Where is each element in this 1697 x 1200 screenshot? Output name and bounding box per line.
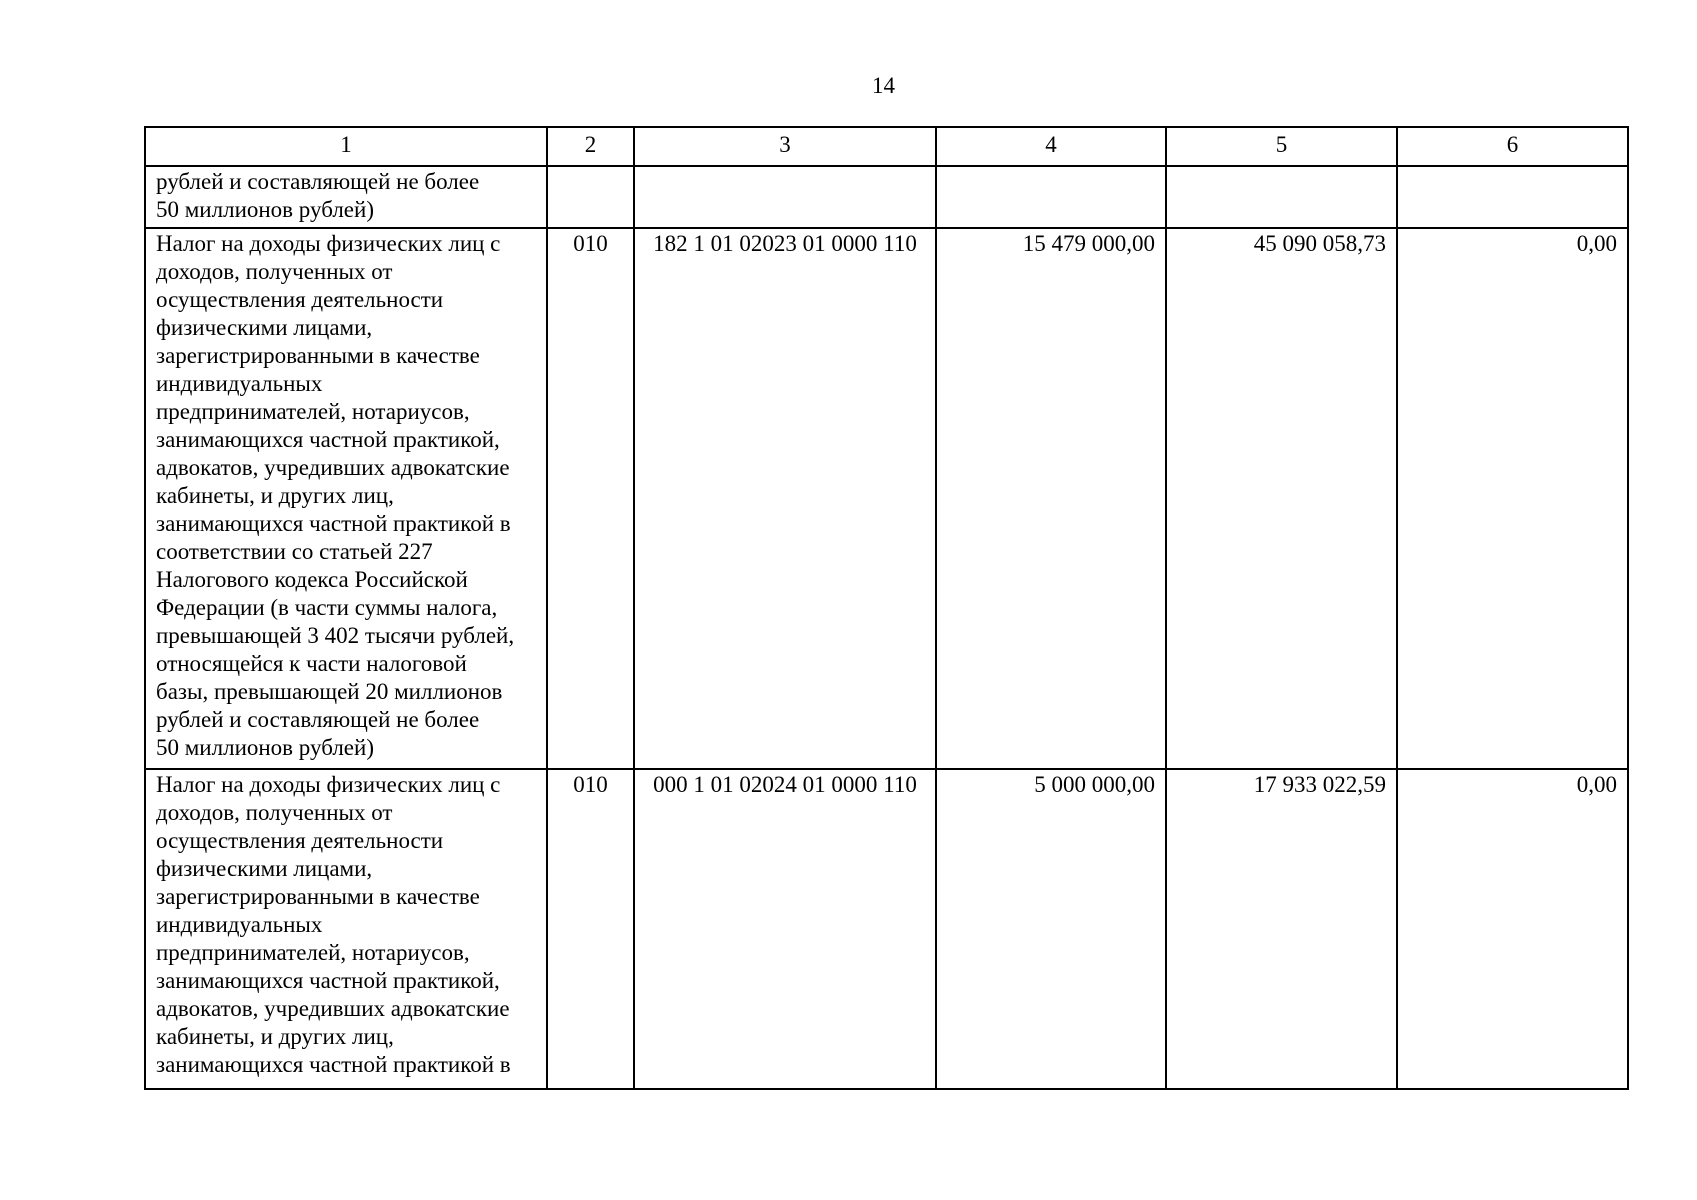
indicator-name-line: индивидуальных	[156, 912, 323, 937]
col6-value-cell	[1397, 166, 1628, 228]
indicator-name-line: физическими лицами,	[156, 315, 373, 340]
column-header-3: 3	[634, 127, 936, 166]
indicator-name-line: адвокатов, учредивших адвокатские	[156, 455, 510, 480]
line-code-cell	[547, 166, 634, 228]
indicator-name-line: Налог на доходы физических лиц с	[156, 231, 501, 256]
indicator-name-line: кабинеты, и других лиц,	[156, 1024, 394, 1049]
indicator-name-line: доходов, полученных от	[156, 800, 393, 825]
page-number: 14	[872, 73, 895, 98]
line-code-cell: 010	[547, 228, 634, 769]
indicator-name-line: адвокатов, учредивших адвокатские	[156, 996, 510, 1021]
column-header-4: 4	[936, 127, 1166, 166]
col4-value-cell: 15 479 000,00	[936, 228, 1166, 769]
indicator-name-line: кабинеты, и других лиц,	[156, 483, 394, 508]
report-table	[144, 126, 1629, 1090]
column-header-5: 5	[1166, 127, 1397, 166]
indicator-name-line: осуществления деятельности	[156, 828, 444, 853]
indicator-name-line: Налогового кодекса Российской	[156, 567, 468, 592]
indicator-name-cell	[145, 228, 547, 769]
kbk-code-cell: 000 1 01 02024 01 0000 110	[634, 769, 936, 1089]
column-header-1: 1	[145, 127, 547, 166]
indicator-name-line: превышающей 3 402 тысячи рублей,	[156, 623, 515, 648]
indicator-name-line: индивидуальных	[156, 371, 323, 396]
indicator-name-line: предпринимателей, нотариусов,	[156, 940, 470, 965]
indicator-name-line: Федерации (в части суммы налога,	[156, 595, 498, 620]
col4-value-cell	[936, 166, 1166, 228]
indicator-name-cell	[145, 166, 547, 228]
indicator-name-line: зарегистрированными в качестве	[156, 884, 480, 909]
indicator-name-line: занимающихся частной практикой,	[156, 968, 500, 993]
indicator-name-line: физическими лицами,	[156, 856, 373, 881]
table-row	[145, 228, 1628, 769]
indicator-name-line: рублей и составляющей не более	[156, 169, 480, 194]
line-code-cell: 010	[547, 769, 634, 1089]
col4-value-cell: 5 000 000,00	[936, 769, 1166, 1089]
indicator-name-line: базы, превышающей 20 миллионов	[156, 679, 503, 704]
indicator-name-cell	[145, 769, 547, 1089]
col5-value-cell: 45 090 058,73	[1166, 228, 1397, 769]
indicator-name-line: осуществления деятельности	[156, 287, 444, 312]
indicator-name-line: рублей и составляющей не более	[156, 707, 480, 732]
indicator-name-line: относящейся к части налоговой	[156, 651, 467, 676]
table-row	[145, 166, 1628, 228]
col5-value-cell	[1166, 166, 1397, 228]
kbk-code-cell	[634, 166, 936, 228]
col6-value-cell: 0,00	[1397, 228, 1628, 769]
col5-value-cell: 17 933 022,59	[1166, 769, 1397, 1089]
indicator-name-line: доходов, полученных от	[156, 259, 393, 284]
indicator-name-line: предпринимателей, нотариусов,	[156, 399, 470, 424]
column-header-6: 6	[1397, 127, 1628, 166]
indicator-name-line: занимающихся частной практикой в	[156, 511, 511, 536]
indicator-name-line: занимающихся частной практикой в	[156, 1052, 511, 1077]
indicator-name-line: 50 миллионов рублей)	[156, 735, 374, 760]
header-row	[145, 127, 1628, 166]
indicator-name-line: занимающихся частной практикой,	[156, 427, 500, 452]
indicator-name-line: зарегистрированными в качестве	[156, 343, 480, 368]
column-header-2: 2	[547, 127, 634, 166]
table-row	[145, 769, 1628, 1089]
indicator-name-line: 50 миллионов рублей)	[156, 197, 374, 222]
indicator-name-line: Налог на доходы физических лиц с	[156, 772, 501, 797]
kbk-code-cell: 182 1 01 02023 01 0000 110	[634, 228, 936, 769]
indicator-name-line: соответствии со статьей 227	[156, 539, 433, 564]
col6-value-cell: 0,00	[1397, 769, 1628, 1089]
